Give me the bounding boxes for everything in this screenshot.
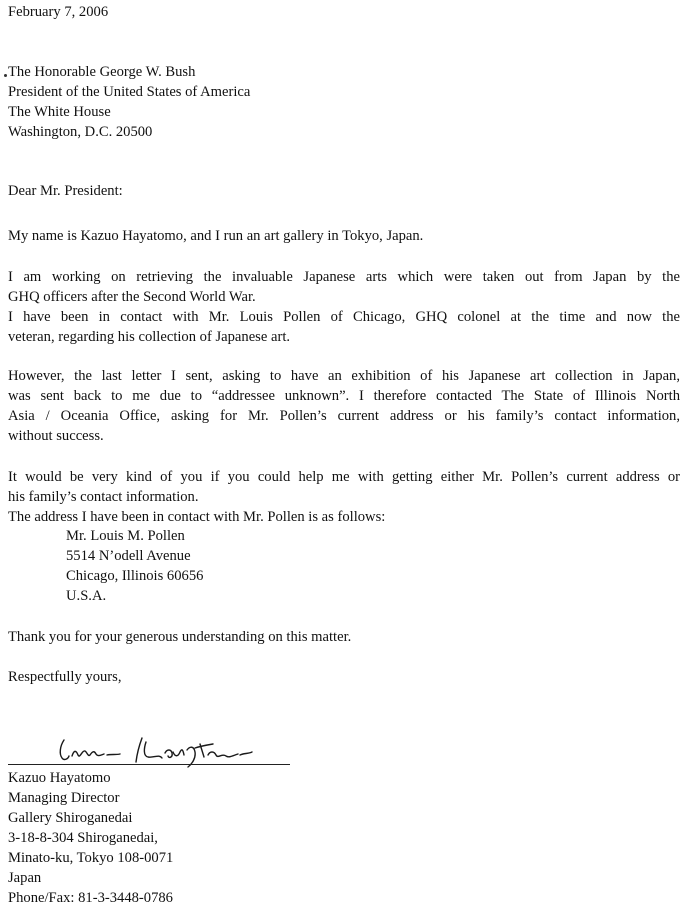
paragraph-line: GHQ officers after the Second World War.: [8, 289, 256, 305]
closing: Respectfully yours,: [8, 669, 122, 685]
thanks-line: Thank you for your generous understanding on this matter.: [8, 629, 352, 645]
paragraph-line: I am working on retrieving the invaluable Japanese arts which were taken out from Japan by the: [8, 269, 680, 285]
sender-line: Kazuo Hayatomo: [8, 770, 111, 786]
recipient-line: The Honorable George W. Bush: [8, 64, 196, 80]
paragraph-line: The address I have been in contact with Mr. Pollen is as follows:: [8, 509, 386, 525]
sender-line: 3-18-8-304 Shiroganedai,: [8, 830, 158, 846]
recipient-line: Washington, D.C. 20500: [8, 124, 153, 140]
signature-drawing: [8, 726, 298, 768]
recipient-line: President of the United States of America: [8, 84, 251, 100]
paragraph-returned-letter: [8, 366, 680, 446]
paragraph-request: [8, 467, 680, 527]
sender-line: Phone/Fax: 81-3-3448-0786: [8, 890, 173, 906]
paragraph-line: was sent back to me due to “addressee unknown”. I therefore contacted The State of Illinois North: [8, 388, 680, 404]
pollen-address-line: Chicago, Illinois 60656: [66, 568, 204, 584]
recipient-line: The White House: [8, 104, 111, 120]
paragraph-line: It would be very kind of you if you could help me with getting either Mr. Pollen’s current address or: [8, 469, 680, 485]
paragraph-intro: My name is Kazuo Hayatomo, and I run an art gallery in Tokyo, Japan.: [8, 228, 424, 244]
sender-block: [8, 768, 680, 908]
paragraph-line: without success.: [8, 428, 104, 444]
sender-line: Managing Director: [8, 790, 120, 806]
pollen-address: [66, 526, 466, 606]
sender-line: Japan: [8, 870, 42, 886]
pollen-address-line: U.S.A.: [66, 588, 107, 604]
sender-line: Minato-ku, Tokyo 108-0071: [8, 850, 174, 866]
paragraph-line: veteran, regarding his collection of Japanese art.: [8, 329, 291, 345]
paragraph-line: Asia / Oceania Office, asking for Mr. Pollen’s current address or his family’s contact information,: [8, 408, 680, 424]
paragraph-line: his family’s contact information.: [8, 489, 199, 505]
paragraph-retrieval: [8, 267, 680, 347]
pollen-address-line: Mr. Louis M. Pollen: [66, 528, 185, 544]
recipient-address: [8, 62, 680, 142]
page-speck: [4, 74, 7, 77]
salutation: Dear Mr. President:: [8, 183, 123, 199]
handwritten-signature: [8, 726, 298, 768]
signature-line: [8, 764, 290, 765]
letter-date: February 7, 2006: [8, 4, 109, 20]
paragraph-line: I have been in contact with Mr. Louis Pollen of Chicago, GHQ colonel at the time and now the: [8, 309, 680, 325]
sender-line: Gallery Shiroganedai: [8, 810, 133, 826]
pollen-address-line: 5514 N’odell Avenue: [66, 548, 191, 564]
paragraph-line: However, the last letter I sent, asking to have an exhibition of his Japanese art collection in Japan,: [8, 368, 680, 384]
